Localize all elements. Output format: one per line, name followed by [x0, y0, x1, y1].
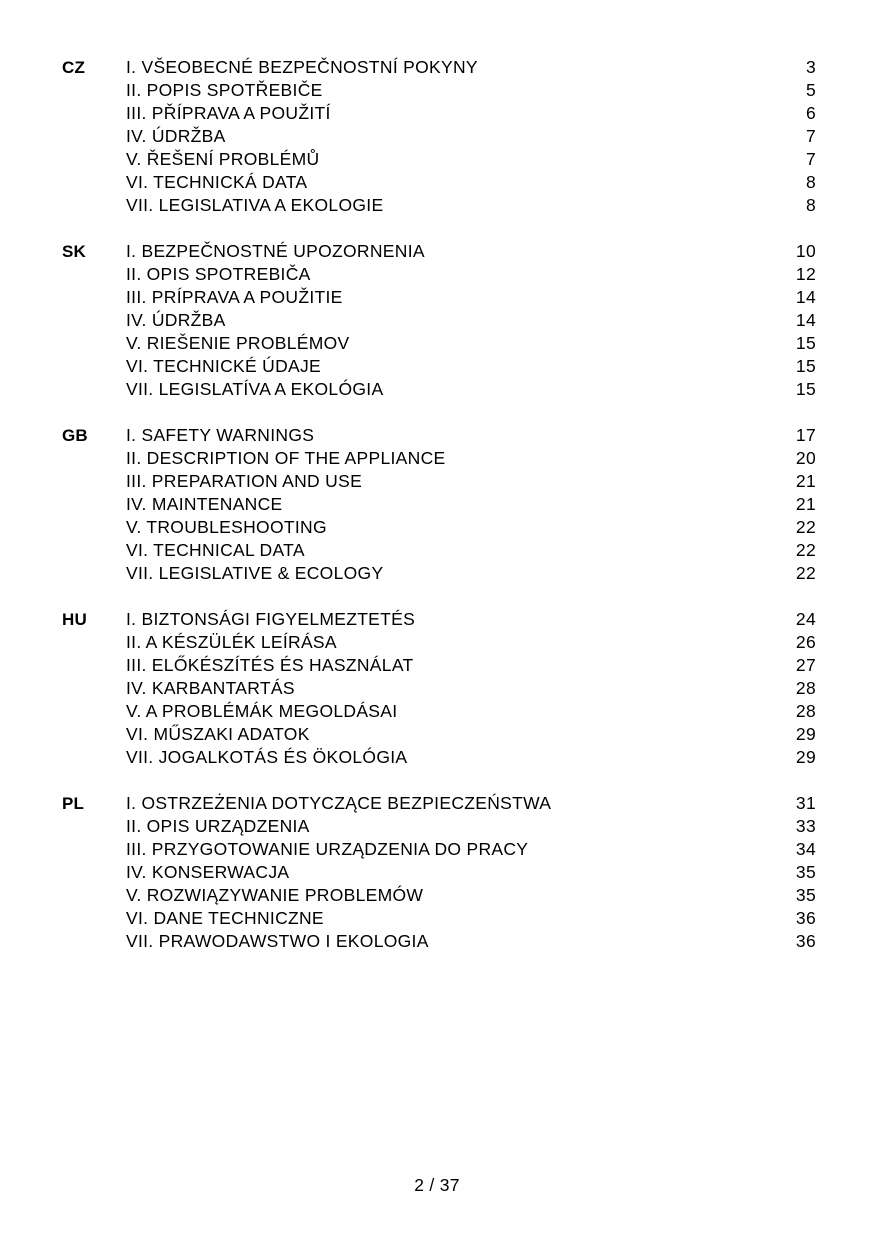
toc-entry-page: 15	[795, 333, 816, 353]
toc-entry-title: I. BIZTONSÁGI FIGYELMEZTETÉS	[126, 609, 416, 629]
table-of-contents	[62, 56, 816, 976]
toc-entry-title: III. PRZYGOTOWANIE URZĄDZENIA DO PRACY	[126, 839, 529, 859]
toc-entry-title: IV. KARBANTARTÁS	[126, 678, 295, 698]
toc-entry[interactable]	[126, 907, 816, 930]
toc-entry-page: 3	[805, 57, 816, 77]
toc-entries	[126, 56, 816, 217]
toc-entry[interactable]	[126, 148, 816, 171]
toc-entries	[126, 792, 816, 953]
toc-entry[interactable]	[126, 125, 816, 148]
toc-entry[interactable]	[126, 562, 816, 585]
toc-entry-page: 36	[795, 908, 816, 928]
toc-entry[interactable]	[126, 424, 816, 447]
toc-entry[interactable]	[126, 332, 816, 355]
toc-section-hu	[62, 608, 816, 769]
toc-entry-title: V. RIEŠENIE PROBLÉMOV	[126, 333, 350, 353]
toc-entry[interactable]	[126, 930, 816, 953]
toc-entry[interactable]	[126, 539, 816, 562]
toc-entry-title: VI. MŰSZAKI ADATOK	[126, 724, 310, 744]
toc-entry[interactable]	[126, 470, 816, 493]
toc-entry-title: VII. PRAWODAWSTWO I EKOLOGIA	[126, 931, 429, 951]
toc-entry[interactable]	[126, 723, 816, 746]
toc-entry[interactable]	[126, 102, 816, 125]
page-indicator: 2 / 37	[414, 1175, 460, 1195]
toc-entry-page: 22	[795, 517, 816, 537]
toc-entry[interactable]	[126, 884, 816, 907]
toc-entry-page: 15	[795, 379, 816, 399]
toc-entry[interactable]	[126, 263, 816, 286]
toc-entry-title: I. VŠEOBECNÉ BEZPEČNOSTNÍ POKYNY	[126, 57, 478, 77]
toc-entry[interactable]	[126, 355, 816, 378]
toc-entry-page: 10	[795, 241, 816, 261]
toc-entries	[126, 424, 816, 585]
toc-entry-title: V. ŘEŠENÍ PROBLÉMŮ	[126, 149, 320, 169]
toc-entry-page: 36	[795, 931, 816, 951]
toc-entry-page: 33	[795, 816, 816, 836]
toc-entry-title: II. OPIS SPOTREBIČA	[126, 264, 311, 284]
toc-entry-page: 14	[795, 287, 816, 307]
toc-entry-page: 20	[795, 448, 816, 468]
toc-entry-page: 7	[805, 126, 816, 146]
toc-section-cz	[62, 56, 816, 217]
toc-entry[interactable]	[126, 240, 816, 263]
toc-entry[interactable]	[126, 447, 816, 470]
language-code: CZ	[62, 58, 86, 77]
toc-entry-page: 5	[805, 80, 816, 100]
toc-entry[interactable]	[126, 194, 816, 217]
toc-entry-title: V. ROZWIĄZYWANIE PROBLEMÓW	[126, 885, 424, 905]
toc-entry-title: III. ELŐKÉSZÍTÉS ÉS HASZNÁLAT	[126, 655, 414, 675]
toc-entry-page: 29	[795, 747, 816, 767]
toc-entry[interactable]	[126, 792, 816, 815]
toc-entry-page: 34	[795, 839, 816, 859]
toc-entry[interactable]	[126, 309, 816, 332]
toc-entry-title: I. SAFETY WARNINGS	[126, 425, 315, 445]
toc-entry-title: IV. ÚDRŽBA	[126, 126, 226, 146]
toc-entry-page: 22	[795, 540, 816, 560]
toc-entry-page: 27	[795, 655, 816, 675]
toc-entry[interactable]	[126, 700, 816, 723]
toc-entry-page: 31	[795, 793, 816, 813]
toc-entry-title: I. OSTRZEŻENIA DOTYCZĄCE BEZPIECZEŃSTWA	[126, 793, 552, 813]
toc-entry-title: VI. DANE TECHNICZNE	[126, 908, 324, 928]
toc-entry[interactable]	[126, 493, 816, 516]
toc-entry-title: IV. KONSERWACJA	[126, 862, 290, 882]
toc-entry-page: 24	[795, 609, 816, 629]
toc-entries	[126, 240, 816, 401]
toc-entry-page: 21	[795, 471, 816, 491]
toc-entry-page: 26	[795, 632, 816, 652]
toc-entry-page: 17	[795, 425, 816, 445]
toc-entry-page: 35	[795, 862, 816, 882]
toc-entry-title: II. OPIS URZĄDZENIA	[126, 816, 310, 836]
toc-entry[interactable]	[126, 838, 816, 861]
toc-entry-page: 6	[805, 103, 816, 123]
toc-section-gb	[62, 424, 816, 585]
toc-entry-title: VII. LEGISLATIVA A EKOLOGIE	[126, 195, 384, 215]
toc-entry-title: II. POPIS SPOTŘEBIČE	[126, 80, 323, 100]
language-code: HU	[62, 610, 87, 629]
toc-entry-page: 15	[795, 356, 816, 376]
language-code: SK	[62, 242, 87, 261]
toc-entry-title: VI. TECHNICKÁ DATA	[126, 172, 308, 192]
toc-entry-page: 35	[795, 885, 816, 905]
toc-entry[interactable]	[126, 171, 816, 194]
toc-entry-page: 7	[805, 149, 816, 169]
toc-entry-title: VI. TECHNICAL DATA	[126, 540, 305, 560]
toc-entry[interactable]	[126, 516, 816, 539]
toc-entry[interactable]	[126, 631, 816, 654]
toc-entry[interactable]	[126, 56, 816, 79]
toc-entry-title: V. TROUBLESHOOTING	[126, 517, 327, 537]
toc-entry[interactable]	[126, 746, 816, 769]
toc-entry-page: 14	[795, 310, 816, 330]
toc-entry[interactable]	[126, 861, 816, 884]
toc-entry-title: IV. ÚDRŽBA	[126, 310, 226, 330]
toc-entry-title: II. A KÉSZÜLÉK LEÍRÁSA	[126, 632, 337, 652]
language-code: GB	[62, 426, 88, 445]
toc-entry-page: 8	[805, 195, 816, 215]
toc-entry-page: 28	[795, 701, 816, 721]
toc-entry[interactable]	[126, 677, 816, 700]
toc-entry-title: VI. TECHNICKÉ ÚDAJE	[126, 356, 321, 376]
toc-entry-title: III. PREPARATION AND USE	[126, 471, 363, 491]
toc-entry[interactable]	[126, 286, 816, 309]
toc-entry-page: 29	[795, 724, 816, 744]
toc-entry-title: I. BEZPEČNOSTNÉ UPOZORNENIA	[126, 241, 425, 261]
toc-entry-page: 12	[795, 264, 816, 284]
toc-entry[interactable]	[126, 378, 816, 401]
toc-entry-title: II. DESCRIPTION OF THE APPLIANCE	[126, 448, 446, 468]
toc-entry-page: 22	[795, 563, 816, 583]
toc-entry[interactable]	[126, 815, 816, 838]
toc-entry-page: 8	[805, 172, 816, 192]
toc-entry-title: V. A PROBLÉMÁK MEGOLDÁSAI	[126, 701, 398, 721]
toc-entry-title: VII. LEGISLATÍVA A EKOLÓGIA	[126, 379, 384, 399]
language-code: PL	[62, 794, 85, 813]
toc-entry-title: IV. MAINTENANCE	[126, 494, 283, 514]
toc-section-pl	[62, 792, 816, 953]
toc-entry-title: VII. LEGISLATIVE & ECOLOGY	[126, 563, 384, 583]
toc-entries	[126, 608, 816, 769]
toc-entry-page: 28	[795, 678, 816, 698]
toc-entry[interactable]	[126, 608, 816, 631]
toc-entry-title: III. PRÍPRAVA A POUŽITIE	[126, 287, 343, 307]
toc-entry-title: VII. JOGALKOTÁS ÉS ÖKOLÓGIA	[126, 747, 408, 767]
toc-entry[interactable]	[126, 79, 816, 102]
toc-entry-title: III. PŘÍPRAVA A POUŽITÍ	[126, 103, 331, 123]
toc-entry-page: 21	[795, 494, 816, 514]
toc-entry[interactable]	[126, 654, 816, 677]
toc-section-sk	[62, 240, 816, 401]
